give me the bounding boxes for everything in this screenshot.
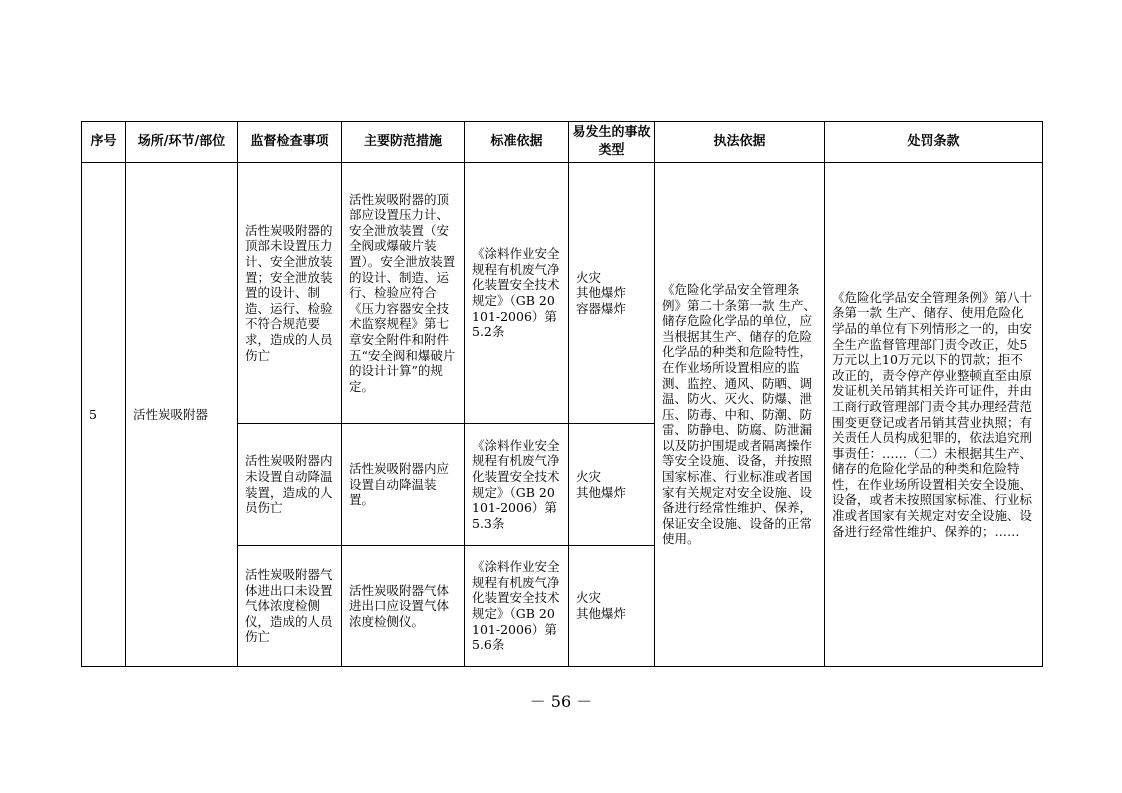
law-basis-cell: 《危险化学品安全管理条例》第二十条第一款 生产、储存危险化学品的单位，应当根据其生产、储存的危险化学品的种类和危险特性，在作业场所设置相应的监测、监控、通风、防晒、调温、防火、灭火、防爆、泄压、防毒、中和、防潮、防雷、防静电、防腐、防泄漏以及防护围堤或者隔离操作等安全设施、设备，并按照国家标准、行业标准或者国家有关规定对安全设施、设备进行经常性维护、保养，保证安全设施、设备的正常使用。 [655,163,825,667]
header-measures: 主要防范措施 [342,122,465,163]
header-row [82,122,1043,163]
header-accident-type: 易发生的事故类型 [569,122,655,163]
inspection-item-cell: 活性炭吸附器内未设置自动降温装置，造成的人员伤亡 [238,424,342,546]
header-location: 场所/环节/部位 [126,122,238,163]
measure-cell: 活性炭吸附器的顶部应设置压力计、安全泄放装置（安全阀或爆破片装置）。安全泄放装置的设计、制造、运行、检验应符合《压力容器安全技术监察规程》第七章安全附件和附件五“安全阀和爆破片的设计计算”的规定。 [342,163,465,424]
header-standard: 标准依据 [465,122,569,163]
header-inspection-item: 监督检查事项 [238,122,342,163]
accident-type-cell: 火灾 其他爆炸 [569,546,655,667]
measure-cell: 活性炭吸附器气体进出口应设置气体浓度检侧仪。 [342,546,465,667]
accident-type-cell: 火灾 其他爆炸 容器爆炸 [569,163,655,424]
inspection-item-cell: 活性炭吸附器的顶部未设置压力计、安全泄放装置；安全泄放装置的设计、制造、运行、检验不符合规范要求，造成的人员伤亡 [238,163,342,424]
page-number: － 56 － [529,692,593,711]
penalty-cell: 《危险化学品安全管理条例》第八十条第一款 生产、储存、使用危险化学品的单位有下列情形之一的，由安全生产监督管理部门责令改正，处5万元以上10万元以下的罚款；拒不改正的，责令停产停业整顿直至由原发证机关吊销其相关许可证件，并由工商行政管理部门责令其办理经营范围变更登记或者吊销其营业执照；有关责任人员构成犯罪的，依法追究刑事责任：……（二）未根据其生产、储存的危险化学品的种类和危险特性，在作业场所设置相关安全设施、设备，或者未按照国家标准、行业标准或者国家有关规定对安全设施、设备进行经常性维护、保养的；…… [825,163,1043,667]
standard-cell: 《涂料作业安全规程有机废气净化装置安全技术规定》（GB 20101-2006）第5.6条 [465,546,569,667]
measure-cell: 活性炭吸附器内应设置自动降温装置。 [342,424,465,546]
header-law-basis: 执法依据 [655,122,825,163]
header-seq: 序号 [82,122,126,163]
standard-cell: 《涂料作业安全规程有机废气净化装置安全技术规定》（GB 20101-2006）第5.3条 [465,424,569,546]
regulation-table [81,121,1043,667]
table-row [82,163,1043,424]
location-cell: 活性炭吸附器 [126,163,238,667]
accident-type-cell: 火灾 其他爆炸 [569,424,655,546]
seq-cell: 5 [82,163,126,667]
header-penalty: 处罚条款 [825,122,1043,163]
standard-cell: 《涂料作业安全规程有机废气净化装置安全技术规定》（GB 20101-2006）第5.2条 [465,163,569,424]
inspection-item-cell: 活性炭吸附器气体进出口未设置气体浓度检侧仪，造成的人员伤亡 [238,546,342,667]
